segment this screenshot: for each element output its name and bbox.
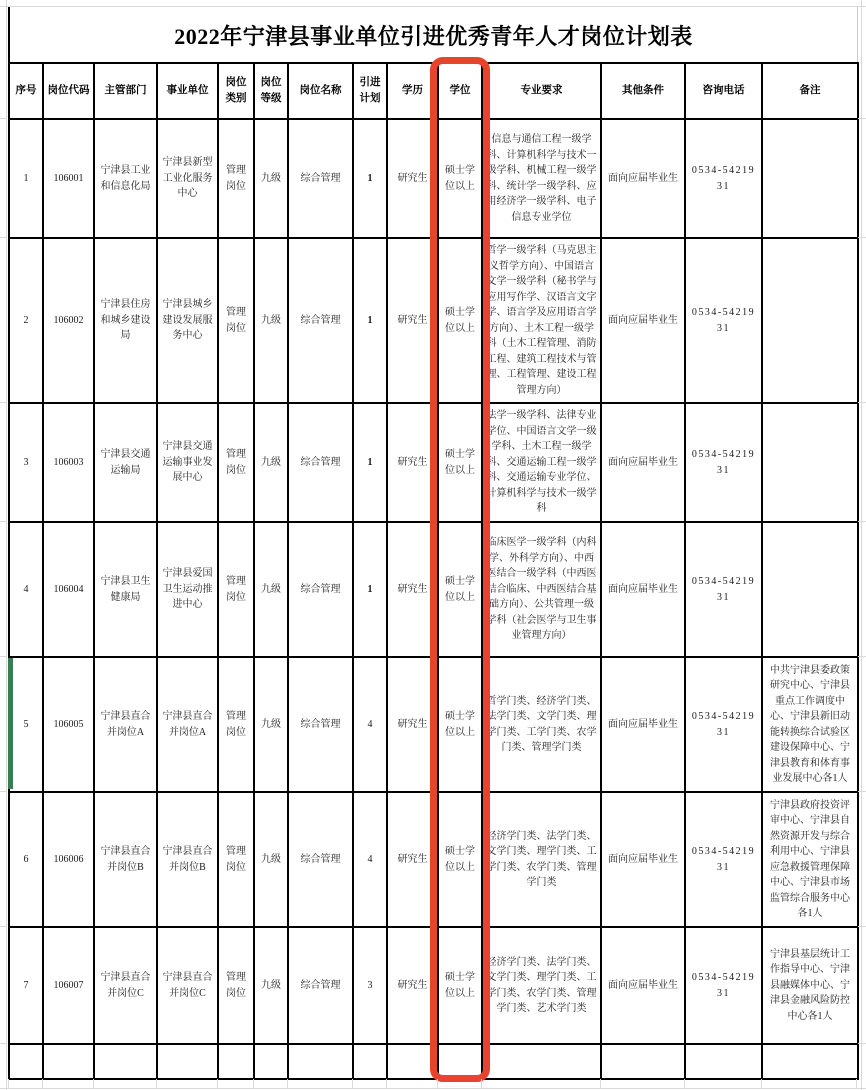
cell-plan: 1 (353, 238, 387, 403)
cell-name: 综合管理 (288, 119, 353, 238)
cell-unit: 宁津县交通运输事业发展中心 (157, 403, 218, 522)
cell-name: 综合管理 (288, 403, 353, 522)
cell-seq: 5 (9, 657, 43, 792)
cell-major: 法学一级学科、法律专业学位、中国语言文学一级学科、土木工程一级学科、交通运输工程一级学科、交通运输专业学位、计算机科学与技术一级学科 (482, 403, 601, 522)
cell-note (762, 119, 858, 238)
cell-name: 综合管理 (288, 792, 353, 927)
cell-degree: 硕士学位以上 (438, 657, 482, 792)
cell-name: 综合管理 (288, 927, 353, 1044)
header-plan: 引进计划 (353, 63, 387, 119)
cell-dept: 宁津县直合并岗位B (94, 792, 157, 927)
cell-code: 106005 (43, 657, 94, 792)
cell-grade: 九级 (254, 792, 288, 927)
cell-seq: 6 (9, 792, 43, 927)
cell-grade: 九级 (254, 403, 288, 522)
header-degree: 学位 (438, 63, 482, 119)
cell-grade: 九级 (254, 119, 288, 238)
cell-seq: 4 (9, 522, 43, 657)
cell-major: 哲学门类、经济学门类、法学门类、文学门类、理学门类、工学门类、农学门类、管理学门类 (482, 657, 601, 792)
cell-plan: 1 (353, 119, 387, 238)
table-row (9, 657, 858, 792)
cell-other: 面向应届毕业生 (601, 927, 685, 1044)
cell-category: 管理岗位 (218, 657, 254, 792)
cell-plan: 4 (353, 657, 387, 792)
cell-unit: 宁津县直合并岗位A (157, 657, 218, 792)
cell-note: 宁津县政府投资评审中心、宁津县自然资源开发与综合利用中心、宁津县应急救援管理保障中心、宁津县市场监管综合服务中心各1人 (762, 792, 858, 927)
cell-name: 综合管理 (288, 522, 353, 657)
cell-code: 106004 (43, 522, 94, 657)
cell-category: 管理岗位 (218, 238, 254, 403)
header-note: 备注 (762, 63, 858, 119)
table-row (9, 522, 858, 657)
header-education: 学历 (387, 63, 438, 119)
cell-education: 研究生 (387, 657, 438, 792)
header-phone: 咨询电话 (685, 63, 762, 119)
cell-degree: 硕士学位以上 (438, 238, 482, 403)
cell-dept: 宁津县直合并岗位A (94, 657, 157, 792)
cell-note: 中共宁津县委政策研究中心、宁津县重点工作调度中心、宁津县新旧动能转换综合试验区建设保障中心、宁津县教育和体育事业发展中心各1人 (762, 657, 858, 792)
cell-major: 临床医学一级学科（内科学、外科学方向）、中西医结合一级学科（中西医结合临床、中西医结合基础方向）、公共管理一级学科（社会医学与卫生事业管理方向） (482, 522, 601, 657)
header-other: 其他条件 (601, 63, 685, 119)
cell-other: 面向应届毕业生 (601, 657, 685, 792)
cell-grade: 九级 (254, 927, 288, 1044)
cell-grade: 九级 (254, 238, 288, 403)
table-title-block (8, 6, 858, 63)
cell-other: 面向应届毕业生 (601, 119, 685, 238)
cell-other: 面向应届毕业生 (601, 403, 685, 522)
position-plan-table (8, 62, 859, 1080)
cell-plan: 4 (353, 792, 387, 927)
cell-education: 研究生 (387, 238, 438, 403)
cell-seq: 7 (9, 927, 43, 1044)
header-name: 岗位名称 (288, 63, 353, 119)
cell-degree: 硕士学位以上 (438, 522, 482, 657)
cell-dept: 宁津县直合并岗位C (94, 927, 157, 1044)
cell-degree: 硕士学位以上 (438, 927, 482, 1044)
header-category: 岗位类别 (218, 63, 254, 119)
cell-unit: 宁津县直合并岗位B (157, 792, 218, 927)
cell-other: 面向应届毕业生 (601, 792, 685, 927)
header-unit: 事业单位 (157, 63, 218, 119)
page-title: 2022年宁津县事业单位引进优秀青年人才岗位计划表 (174, 23, 693, 49)
cell-seq: 3 (9, 403, 43, 522)
header-seq: 序号 (9, 63, 43, 119)
cell-category: 管理岗位 (218, 927, 254, 1044)
cell-major: 经济学门类、法学门类、文学门类、理学门类、工学门类、农学门类、管理学门类、艺术学门类 (482, 927, 601, 1044)
cell-dept: 宁津县卫生健康局 (94, 522, 157, 657)
cell-degree: 硕士学位以上 (438, 403, 482, 522)
cell-category: 管理岗位 (218, 119, 254, 238)
table-row (9, 927, 858, 1044)
cell-dept: 宁津县交通运输局 (94, 403, 157, 522)
cell-note (762, 522, 858, 657)
cell-code: 106007 (43, 927, 94, 1044)
table-row (9, 119, 858, 238)
cell-unit: 宁津县城乡建设发展服务中心 (157, 238, 218, 403)
cell-unit: 宁津县爱国卫生运动推进中心 (157, 522, 218, 657)
cell-major: 信息与通信工程一级学科、计算机科学与技术一级学科、机械工程一级学科、统计学一级学科、应用经济学一级学科、电子信息专业学位 (482, 119, 601, 238)
cell-major: 哲学一级学科（马克思主义哲学方向）、中国语言文学一级学科（秘书学与应用写作学、汉语言文字学、语言学及应用语言学方向）、土木工程一级学科（土木工程管理、消防工程、建筑工程技术与管理、工程管理、建设工程管理方向） (482, 238, 601, 403)
cell-code: 106002 (43, 238, 94, 403)
cell-major: 经济学门类、法学门类、文学门类、理学门类、工学门类、农学门类、管理学门类 (482, 792, 601, 927)
header-major: 专业要求 (482, 63, 601, 119)
cell-category: 管理岗位 (218, 792, 254, 927)
table-row (9, 792, 858, 927)
cell-phone: 0534-5421931 (685, 403, 762, 522)
cell-phone: 0534-5421931 (685, 119, 762, 238)
cell-dept: 宁津县住房和城乡建设局 (94, 238, 157, 403)
cell-note (762, 238, 858, 403)
cell-code: 106006 (43, 792, 94, 927)
header-dept: 主管部门 (94, 63, 157, 119)
cell-plan: 3 (353, 927, 387, 1044)
cell-code: 106003 (43, 403, 94, 522)
cell-other: 面向应届毕业生 (601, 238, 685, 403)
cell-degree: 硕士学位以上 (438, 792, 482, 927)
cell-seq: 1 (9, 119, 43, 238)
cell-name: 综合管理 (288, 657, 353, 792)
cell-unit: 宁津县直合并岗位C (157, 927, 218, 1044)
cell-education: 研究生 (387, 403, 438, 522)
cell-grade: 九级 (254, 522, 288, 657)
cell-category: 管理岗位 (218, 403, 254, 522)
header-grade: 岗位等级 (254, 63, 288, 119)
cell-education: 研究生 (387, 927, 438, 1044)
cell-degree: 硕士学位以上 (438, 119, 482, 238)
header-row (9, 63, 858, 119)
cell-plan: 1 (353, 522, 387, 657)
empty-row (9, 1044, 858, 1079)
cell-education: 研究生 (387, 119, 438, 238)
cell-note: 宁津县基层统计工作指导中心、宁津县融媒体中心、宁津县金融风险防控中心各1人 (762, 927, 858, 1044)
cell-plan: 1 (353, 403, 387, 522)
cell-name: 综合管理 (288, 238, 353, 403)
cell-phone: 0534-5421931 (685, 657, 762, 792)
cell-grade: 九级 (254, 657, 288, 792)
cell-category: 管理岗位 (218, 522, 254, 657)
cell-other: 面向应届毕业生 (601, 522, 685, 657)
cell-phone: 0534-5421931 (685, 522, 762, 657)
header-code: 岗位代码 (43, 63, 94, 119)
cell-seq: 2 (9, 238, 43, 403)
cell-phone: 0534-5421931 (685, 792, 762, 927)
cell-code: 106001 (43, 119, 94, 238)
cell-unit: 宁津县新型工业化服务中心 (157, 119, 218, 238)
cell-education: 研究生 (387, 792, 438, 927)
table-row (9, 238, 858, 403)
cell-note (762, 403, 858, 522)
cell-dept: 宁津县工业和信息化局 (94, 119, 157, 238)
table-row (9, 403, 858, 522)
cell-phone: 0534-5421931 (685, 238, 762, 403)
cell-phone: 0534-5421931 (685, 927, 762, 1044)
cell-education: 研究生 (387, 522, 438, 657)
